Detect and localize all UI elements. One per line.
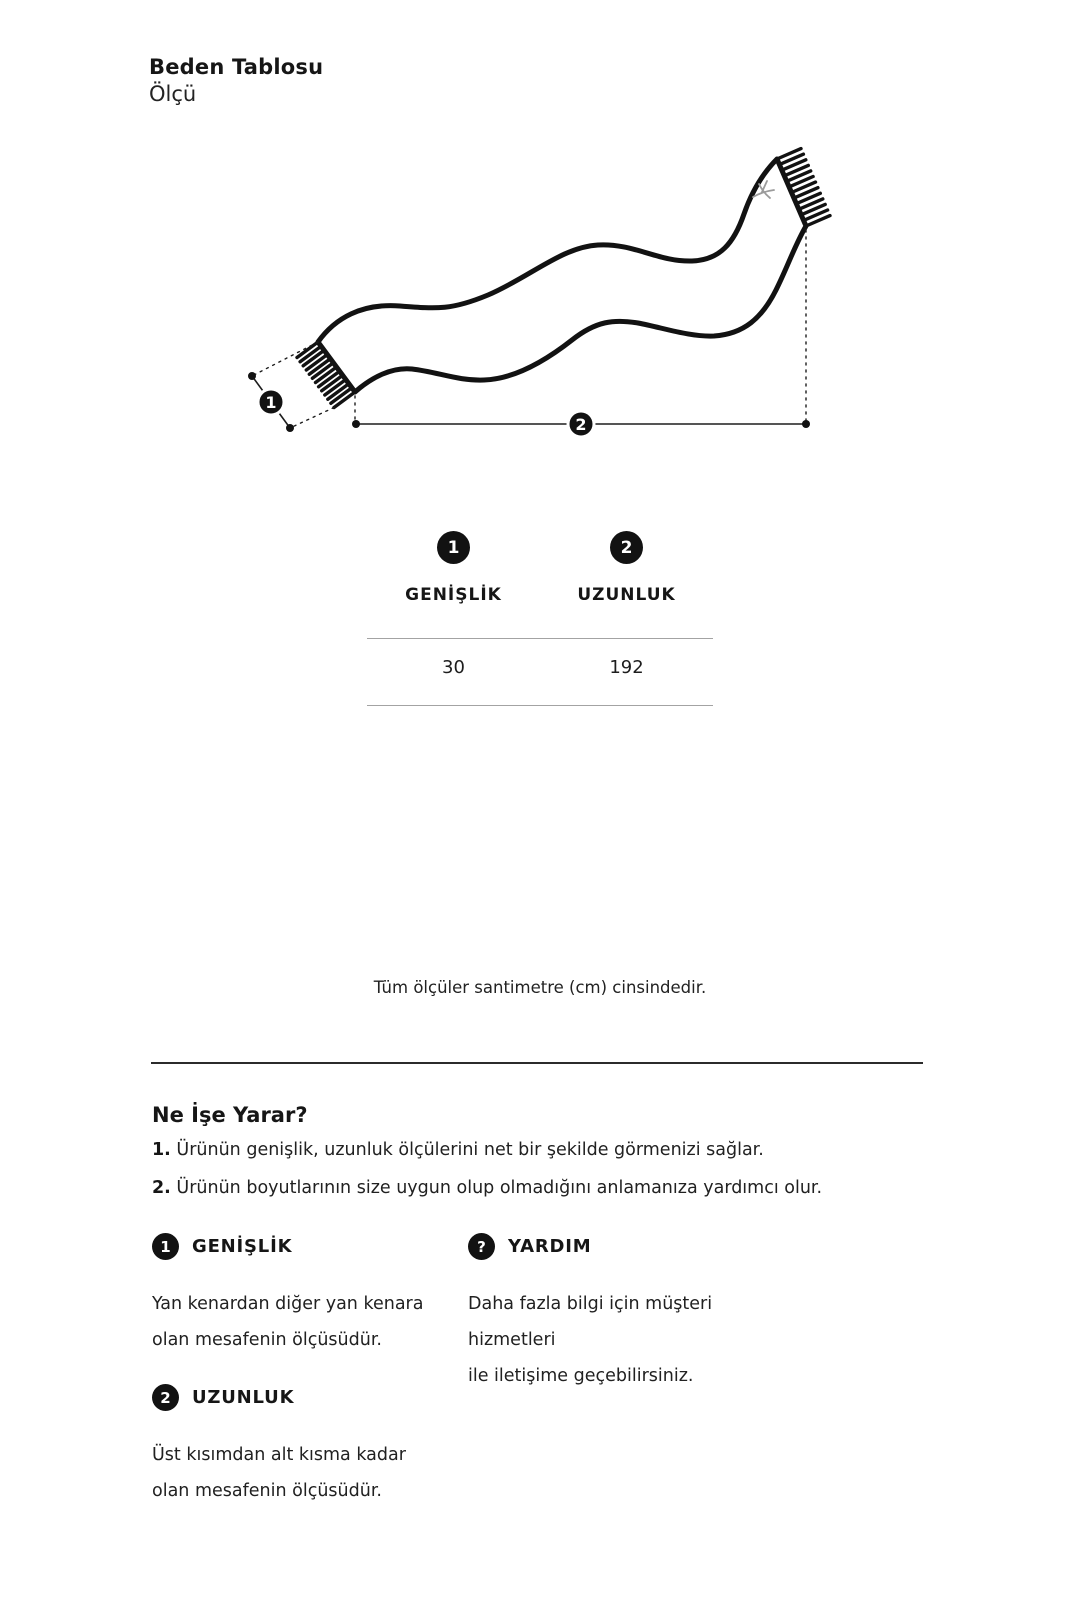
feature-text-line: Üst kısımdan alt kısma kadar — [152, 1445, 406, 1465]
width-marker-label: 1 — [265, 393, 277, 412]
size-table-value-row — [367, 654, 713, 682]
help-feature-badge: ? — [468, 1233, 495, 1260]
width-value: 30 — [442, 657, 465, 678]
feature-title: YARDIM — [508, 1236, 592, 1257]
size-table-badge-row — [367, 531, 713, 564]
length-column-label: UZUNLUK — [577, 585, 676, 605]
feature-heading — [468, 1233, 798, 1260]
units-note: Tüm ölçüler santimetre (cm) cinsindedir. — [373, 978, 707, 997]
feature-genislik — [152, 1233, 452, 1358]
width-measure-dot-start — [248, 372, 256, 380]
item-text: Ürünün genişlik, uzunluk ölçülerini net bir şekilde görmenizi sağlar. — [176, 1140, 764, 1160]
feature-text — [152, 1437, 452, 1509]
length-marker-label: 2 — [575, 415, 587, 434]
width-column-badge: 1 — [437, 531, 470, 564]
width-column-label: GENİŞLİK — [405, 585, 502, 605]
item-text: Ürünün boyutlarının size uygun olup olmadığını anlamanıza yardımcı olur. — [176, 1178, 823, 1198]
scarf-outline — [318, 159, 806, 392]
length-feature-badge: 2 — [152, 1384, 179, 1411]
feature-title: GENİŞLİK — [192, 1236, 293, 1257]
section-divider — [151, 1062, 923, 1064]
size-table-header-row — [367, 583, 713, 607]
feature-text-line: Yan kenardan diğer yan kenara — [152, 1294, 424, 1314]
item-number: 2. — [152, 1178, 171, 1198]
info-list-item-1 — [152, 1137, 764, 1163]
table-rule-bottom — [367, 705, 713, 706]
feature-title: UZUNLUK — [192, 1387, 295, 1408]
page-subtitle: Ölçü — [149, 82, 197, 106]
item-number: 1. — [152, 1140, 171, 1160]
page-title: Beden Tablosu — [149, 55, 324, 79]
scarf-illustration — [0, 0, 1080, 470]
length-measure-dot-start — [352, 420, 360, 428]
size-table — [367, 520, 713, 710]
feature-text-line: olan mesafenin ölçüsüdür. — [152, 1481, 382, 1501]
feature-text — [468, 1286, 798, 1394]
width-measure-dot-end — [286, 424, 294, 432]
table-rule-top — [367, 638, 713, 639]
feature-uzunluk — [152, 1384, 452, 1509]
feature-heading — [152, 1384, 452, 1411]
feature-text-line: Daha fazla bilgi için müşteri hizmetleri — [468, 1294, 713, 1350]
feature-text — [152, 1286, 452, 1358]
feature-text-line: ile iletişime geçebilirsiniz. — [468, 1366, 694, 1386]
length-measure-dot-end — [802, 420, 810, 428]
info-list-item-2 — [152, 1175, 822, 1201]
info-title: Ne İşe Yarar? — [152, 1103, 308, 1127]
feature-text-line: olan mesafenin ölçüsüdür. — [152, 1330, 382, 1350]
feature-heading — [152, 1233, 452, 1260]
width-feature-badge: 1 — [152, 1233, 179, 1260]
feature-yardim — [468, 1233, 798, 1394]
length-value: 192 — [609, 657, 644, 678]
length-column-badge: 2 — [610, 531, 643, 564]
